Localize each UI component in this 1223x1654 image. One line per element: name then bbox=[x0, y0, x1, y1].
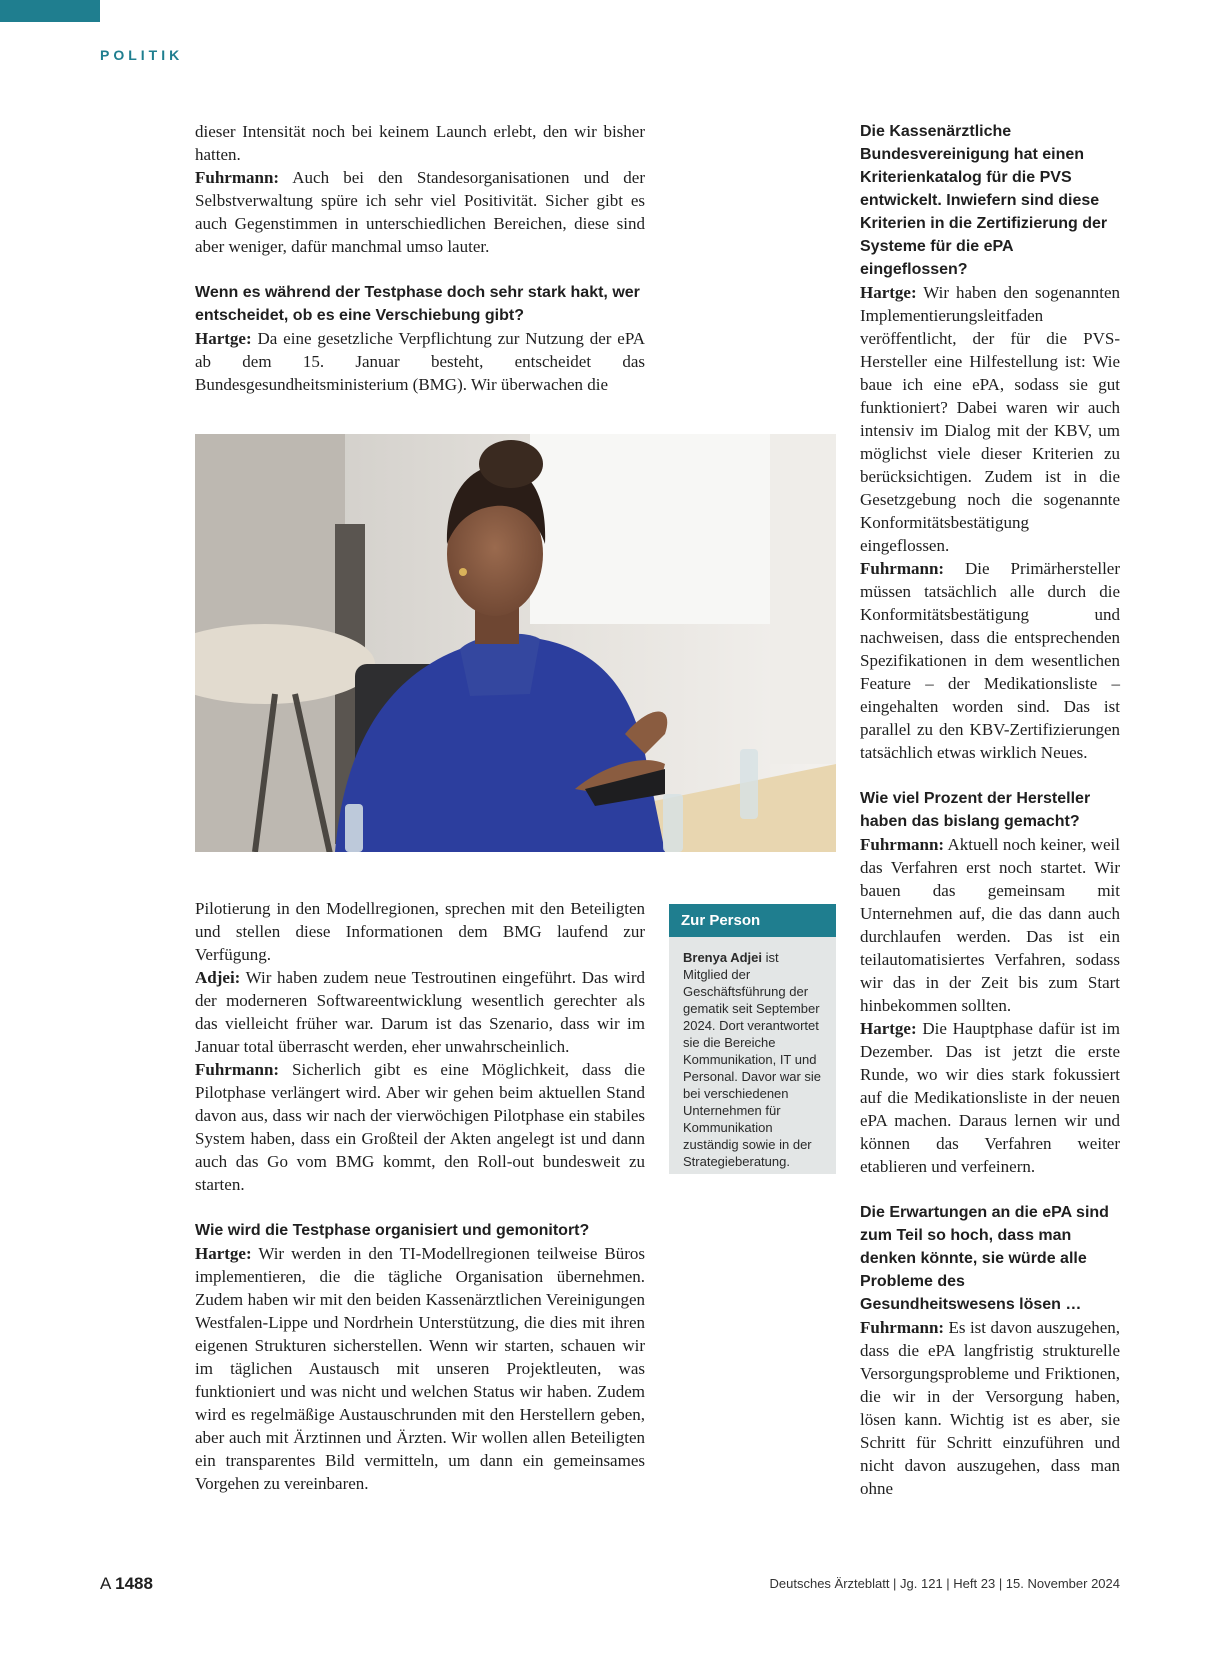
interview-question: Die Kassenärztliche Bundesvereinigung hat einen Kriterienkatalog für die PVS entwickelt. Inwiefern sind diese Kriterien in die Zertifizierung der Systeme für die ePA eingeflossen? bbox=[860, 123, 1108, 278]
speaker-name: Fuhrmann: bbox=[860, 1318, 945, 1337]
speaker-name: Fuhrmann: bbox=[860, 559, 945, 578]
interview-answer bbox=[860, 1316, 1120, 1500]
profile-box-title: Zur Person bbox=[669, 904, 836, 937]
interview-answer bbox=[860, 557, 1120, 764]
profile-box-text bbox=[669, 937, 836, 1170]
answer-text: Es ist davon auszugehen, dass die ePA langfristig strukturelle Versorgungsprobleme und Friktionen, die wir in der Versorgung haben, lösen kann. Wichtig ist es aber, sie Schritt für Schritt einzuführen und nicht davon auszugehen, dass man ohne bbox=[860, 1318, 1120, 1498]
answer-text: Aktuell noch keiner, weil das Verfahren erst noch startet. Wir bauen das gemeinsam mit Unternehmen auf, die das dann auch durchlaufen werden. Das ist ein teilautomatisiertes Verfahren, sodass wir das in der Zeit bis zum Start hinbekommen sollten. bbox=[860, 835, 1120, 1015]
interview-question: Wie viel Prozent der Hersteller haben das bislang gemacht? bbox=[860, 790, 1091, 830]
interview-answer bbox=[860, 833, 1120, 1017]
profile-box bbox=[669, 904, 836, 1174]
speaker-name: Hartge: bbox=[860, 1019, 917, 1038]
speaker-name: Fuhrmann: bbox=[195, 1060, 280, 1079]
speaker-name: Fuhrmann: bbox=[195, 168, 280, 187]
answer-text: Auch bei den Standesorganisationen und der Selbstverwaltung spüre ich sehr viel Positivität. Sicher gibt es auch Gegenstimmen in unterschiedlichen Bereichen, diese sind aber weniger, dafür manchmal umso lauter. bbox=[195, 168, 645, 256]
answer-text: Wir haben den sogenannten Implementierungsleitfaden veröffentlicht, der für die PVS-Hersteller eine Hilfestellung ist: Wie baue ich eine ePA, sodass sie gut funktioniert? Dabei waren wir auch intensiv im Dialog mit der KBV, um möglichst viele dieser Kriterien zu berücksichtigen. Zudem ist in die Gesetzgebung noch die sogenannte Konformitätsbestätigung eingeflossen. bbox=[860, 283, 1120, 555]
interview-question: Wie wird die Testphase organisiert und gemonitort? bbox=[195, 1222, 590, 1239]
page-prefix: A bbox=[100, 1574, 111, 1593]
interview-answer bbox=[195, 1058, 645, 1196]
answer-text: Sicherlich gibt es eine Möglichkeit, dass die Pilotphase verlängert wird. Aber wir gehen beim aktuellen Stand davon aus, dass wir nach der vierwöchigen Pilotphase ein stabiles System haben, dass ein Großteil der Akten angelegt ist und dann auch das Go vom BMG kommt, den Roll-out bundesweit zu starten. bbox=[195, 1060, 645, 1194]
speaker-name: Hartge: bbox=[195, 1244, 252, 1263]
speaker-name: Hartge: bbox=[195, 329, 252, 348]
answer-text: Wir haben zudem neue Testroutinen eingeführt. Das wird der moderneren Softwareentwicklung wesentlich gerechter als das vielleicht früher war. Darum ist das Szenario, dass wir im Januar total überrascht werden, eher unwahrscheinlich. bbox=[195, 968, 645, 1056]
interview-answer bbox=[195, 966, 645, 1058]
profile-name: Brenya Adjei bbox=[683, 950, 762, 965]
article-column-left-top bbox=[195, 120, 645, 396]
interview-question: Wenn es während der Testphase doch sehr stark hakt, wer entscheidet, ob es eine Verschiebung gibt? bbox=[195, 284, 640, 324]
profile-description: ist Mitglied der Geschäftsführung der gematik seit September 2024. Dort verantwortet sie die Bereiche Kommunikation, IT und Personal. Davor war sie bei verschiedenen Unternehmen für Kommunikation zuständig sowie in der Strategieberatung. bbox=[683, 950, 821, 1169]
interview-answer bbox=[195, 327, 645, 396]
answer-text: Die Primärhersteller müssen tatsächlich alle durch die Konformitätsbestätigung und nachweisen, dass die entsprechenden Spezifikationen in dem wesentlichen Feature – der Medikationsliste – eingehalten worden sind. Das ist parallel zu den KBV-Zertifizierungen tatsächlich etwas wirklich Neues. bbox=[860, 559, 1120, 762]
answer-text: Wir werden in den TI-Modellregionen teilweise Büros implementieren, die die tägliche Organisation übernehmen. Zudem haben wir mit den beiden Kassenärztlichen Vereinigungen Westfalen-Lippe und Nordrhein Unterstützung, die dies mit ihren eigenen Strukturen sicherstellen. Wenn wir starten, schauen wir im täglichen Austausch mit unseren Projektleuten, was funktioniert und was nicht und welchen Status wir haben. Zudem wird es regelmäßige Austauschrunden mit den Herstellern geben, aber auch mit Ärztinnen und Ärzten. Wir wollen allen Beteiligten ein transparentes Bild vermitteln, um dann ein gemeinsames Vorgehen zu vereinbaren. bbox=[195, 1244, 645, 1493]
page-number-value: 1488 bbox=[115, 1574, 153, 1593]
journal-citation: Deutsches Ärzteblatt | Jg. 121 | Heft 23 | 15. November 2024 bbox=[769, 1576, 1120, 1591]
interview-question: Die Erwartungen an die ePA sind zum Teil so hoch, dass man denken könnte, sie würde alle Probleme des Gesundheitswesens lösen … bbox=[860, 1204, 1109, 1313]
interview-answer bbox=[195, 1242, 645, 1495]
article-column-left-bottom bbox=[195, 897, 645, 1495]
interview-answer bbox=[860, 1017, 1120, 1178]
header-accent-bar bbox=[0, 0, 100, 22]
body-paragraph: dieser Intensität noch bei keinem Launch erlebt, den wir bisher hatten. bbox=[195, 122, 645, 164]
speaker-name: Hartge: bbox=[860, 283, 917, 302]
page-number bbox=[100, 1574, 153, 1594]
speaker-name: Adjei: bbox=[195, 968, 241, 987]
answer-text: Die Hauptphase dafür ist im Dezember. Das ist jetzt die erste Runde, wo wir dies stark fokussiert auf die Medikationsliste in der neuen ePA machen. Daraus lernen wir und können das Verfahren weiter etablieren und verfeinern. bbox=[860, 1019, 1120, 1176]
section-label: POLITIK bbox=[100, 47, 184, 63]
interview-answer bbox=[860, 281, 1120, 557]
answer-text: Da eine gesetzliche Verpflichtung zur Nutzung der ePA ab dem 15. Januar besteht, entscheidet das Bundesgesundheitsministerium (BMG). Wir überwachen die bbox=[195, 329, 645, 394]
interview-photo bbox=[195, 434, 836, 852]
article-column-right bbox=[860, 120, 1120, 1500]
body-paragraph: Pilotierung in den Modellregionen, sprechen mit den Beteiligten und stellen diese Informationen dem BMG laufend zur Verfügung. bbox=[195, 899, 645, 964]
speaker-name: Fuhrmann: bbox=[860, 835, 945, 854]
interview-answer bbox=[195, 166, 645, 258]
